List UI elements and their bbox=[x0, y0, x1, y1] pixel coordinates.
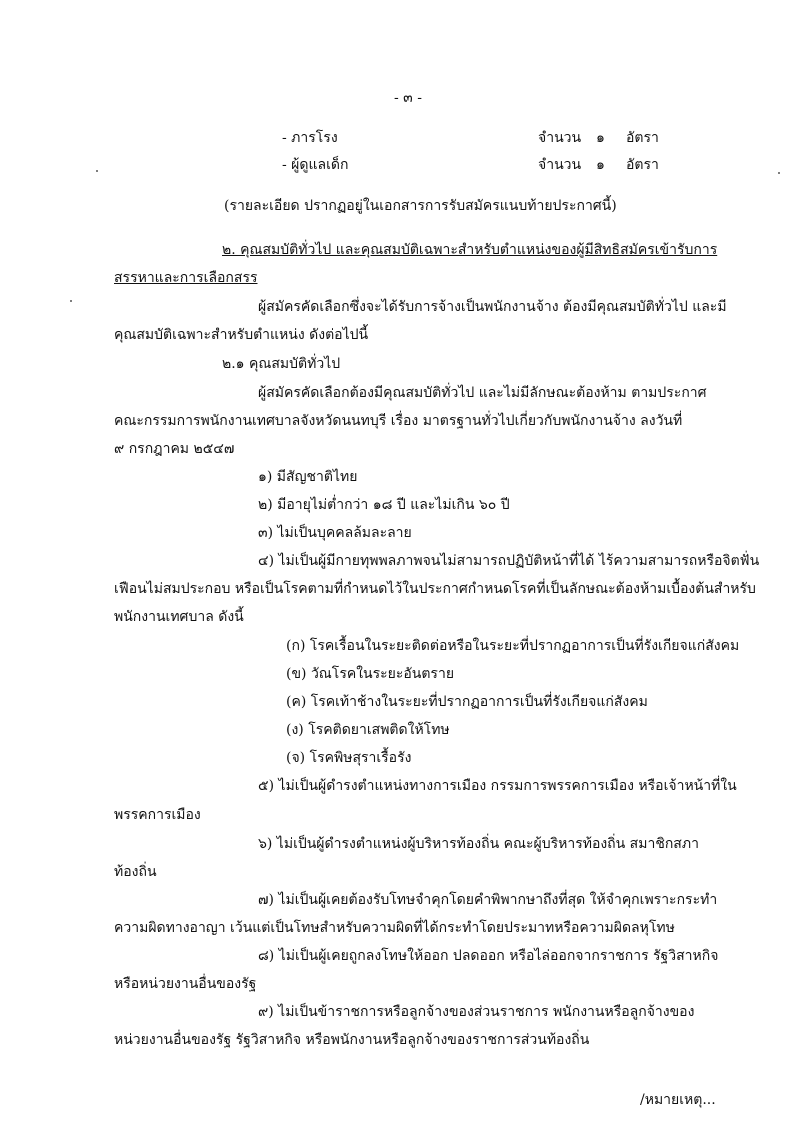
qualification-item-8-cont: หรือหน่วยงานอื่นของรัฐ bbox=[114, 976, 257, 992]
qualification-item-8: ๘) ไม่เป็นผู้เคยถูกลงโทษให้ออก ปลดออก หรือไล่ออกจากราชการ รัฐวิสาหกิจ bbox=[258, 948, 719, 964]
section-2-intro-cont: คุณสมบัติเฉพาะสำหรับตำแหน่ง ดังต่อไปนี้ bbox=[114, 327, 369, 343]
qualification-item-2: ๒) มีอายุไม่ต่ำกว่า ๑๘ ปี และไม่เกิน ๖๐ ปี bbox=[258, 497, 510, 513]
position-count-label: จำนวน bbox=[538, 157, 582, 173]
disease-item: (ค) โรคเท้าช้างในระยะที่ปรากฏอาการเป็นที่รังเกียจแก่สังคม bbox=[286, 694, 648, 710]
position-name-janitor: - ภารโรง bbox=[282, 130, 338, 146]
disease-item: (ข) วัณโรคในระยะอันตราย bbox=[286, 666, 455, 682]
section-2-heading-cont: สรรหาและการเลือกสรร bbox=[114, 270, 258, 286]
qualification-item-9-cont: หน่วยงานอื่นของรัฐ รัฐวิสาหกิจ หรือพนักงานหรือลูกจ้างของราชการส่วนท้องถิ่น bbox=[114, 1032, 590, 1048]
qualification-item-6-cont: ท้องถิ่น bbox=[114, 864, 157, 880]
disease-item: (จ) โรคพิษสุราเรื้อรัง bbox=[286, 750, 412, 766]
details-note: (รายละเอียด ปรากฏอยู่ในเอกสารการรับสมัครแนบท้ายประกาศนี้) bbox=[224, 198, 617, 214]
position-count: ๑ bbox=[596, 130, 605, 146]
qualification-item-4-cont: เฟือนไม่สมประกอบ หรือเป็นโรคตามที่กำหนดไว้ในประกาศกำหนดโรคที่เป็นลักษณะต้องห้ามเบื้องต้นสำหรับ bbox=[114, 581, 756, 597]
qualification-item-1: ๑) มีสัญชาติไทย bbox=[258, 469, 358, 485]
position-name-childcare: - ผู้ดูแลเด็ก bbox=[282, 157, 349, 173]
disease-item: (ก) โรคเรื้อนในระยะติดต่อหรือในระยะที่ปรากฏอาการเป็นที่รังเกียจแก่สังคม bbox=[286, 638, 740, 654]
scan-speck bbox=[70, 300, 72, 302]
position-unit: อัตรา bbox=[626, 157, 659, 173]
position-unit: อัตรา bbox=[626, 130, 659, 146]
position-count: ๑ bbox=[596, 157, 605, 173]
continuation-marker: /หมายเหตุ... bbox=[640, 1092, 716, 1108]
section-2-1-intro: ผู้สมัครคัดเลือกต้องมีคุณสมบัติทั่วไป และไม่มีลักษณะต้องห้าม ตามประกาศ bbox=[258, 385, 707, 401]
position-count-label: จำนวน bbox=[538, 130, 582, 146]
qualification-item-4-cont: พนักงานเทศบาล ดังนี้ bbox=[114, 609, 244, 625]
qualification-item-3: ๓) ไม่เป็นบุคคลล้มละลาย bbox=[258, 525, 412, 541]
qualification-item-6: ๖) ไม่เป็นผู้ดำรงตำแหน่งผู้บริหารท้องถิ่น คณะผู้บริหารท้องถิ่น สมาชิกสภา bbox=[258, 836, 699, 852]
qualification-item-7: ๗) ไม่เป็นผู้เคยต้องรับโทษจำคุกโดยคำพิพากษาถึงที่สุด ให้จำคุกเพราะกระทำ bbox=[258, 892, 718, 908]
section-2-heading: ๒. คุณสมบัติทั่วไป และคุณสมบัติเฉพาะสำหรับตำแหน่งของผู้มีสิทธิสมัครเข้ารับการ bbox=[222, 242, 718, 258]
qualification-item-9: ๙) ไม่เป็นข้าราชการหรือลูกจ้างของส่วนราชการ พนักงานหรือลูกจ้างของ bbox=[258, 1004, 695, 1020]
disease-item: (ง) โรคติดยาเสพติดให้โทษ bbox=[286, 722, 450, 738]
qualification-item-4: ๔) ไม่เป็นผู้มีกายทุพพลภาพจนไม่สามารถปฏิบัติหน้าที่ได้ ไร้ความสามารถหรือจิตฟั่น bbox=[258, 553, 760, 569]
scan-speck bbox=[778, 172, 780, 174]
qualification-item-5-cont: พรรคการเมือง bbox=[114, 807, 201, 823]
qualification-item-5: ๕) ไม่เป็นผู้ดำรงตำแหน่งทางการเมือง กรรมการพรรคการเมือง หรือเจ้าหน้าที่ใน bbox=[258, 778, 737, 794]
section-2-intro: ผู้สมัครคัดเลือกซึ่งจะได้รับการจ้างเป็นพนักงานจ้าง ต้องมีคุณสมบัติทั่วไป และมี bbox=[258, 299, 727, 315]
scan-speck bbox=[96, 170, 98, 172]
section-2-1-intro-date: ๙ กรกฎาคม ๒๕๔๗ bbox=[114, 441, 235, 457]
section-2-1-intro-cont: คณะกรรมการพนักงานเทศบาลจังหวัดนนทบุรี เรื่อง มาตรฐานทั่วไปเกี่ยวกับพนักงานจ้าง ลงวันที่ bbox=[114, 413, 683, 429]
section-2-1-heading: ๒.๑ คุณสมบัติทั่วไป bbox=[222, 356, 341, 372]
qualification-item-7-cont: ความผิดทางอาญา เว้นแต่เป็นโทษสำหรับความผิดที่ได้กระทำโดยประมาทหรือความผิดลหุโทษ bbox=[114, 920, 675, 936]
page-number: - ๓ - bbox=[394, 90, 422, 106]
